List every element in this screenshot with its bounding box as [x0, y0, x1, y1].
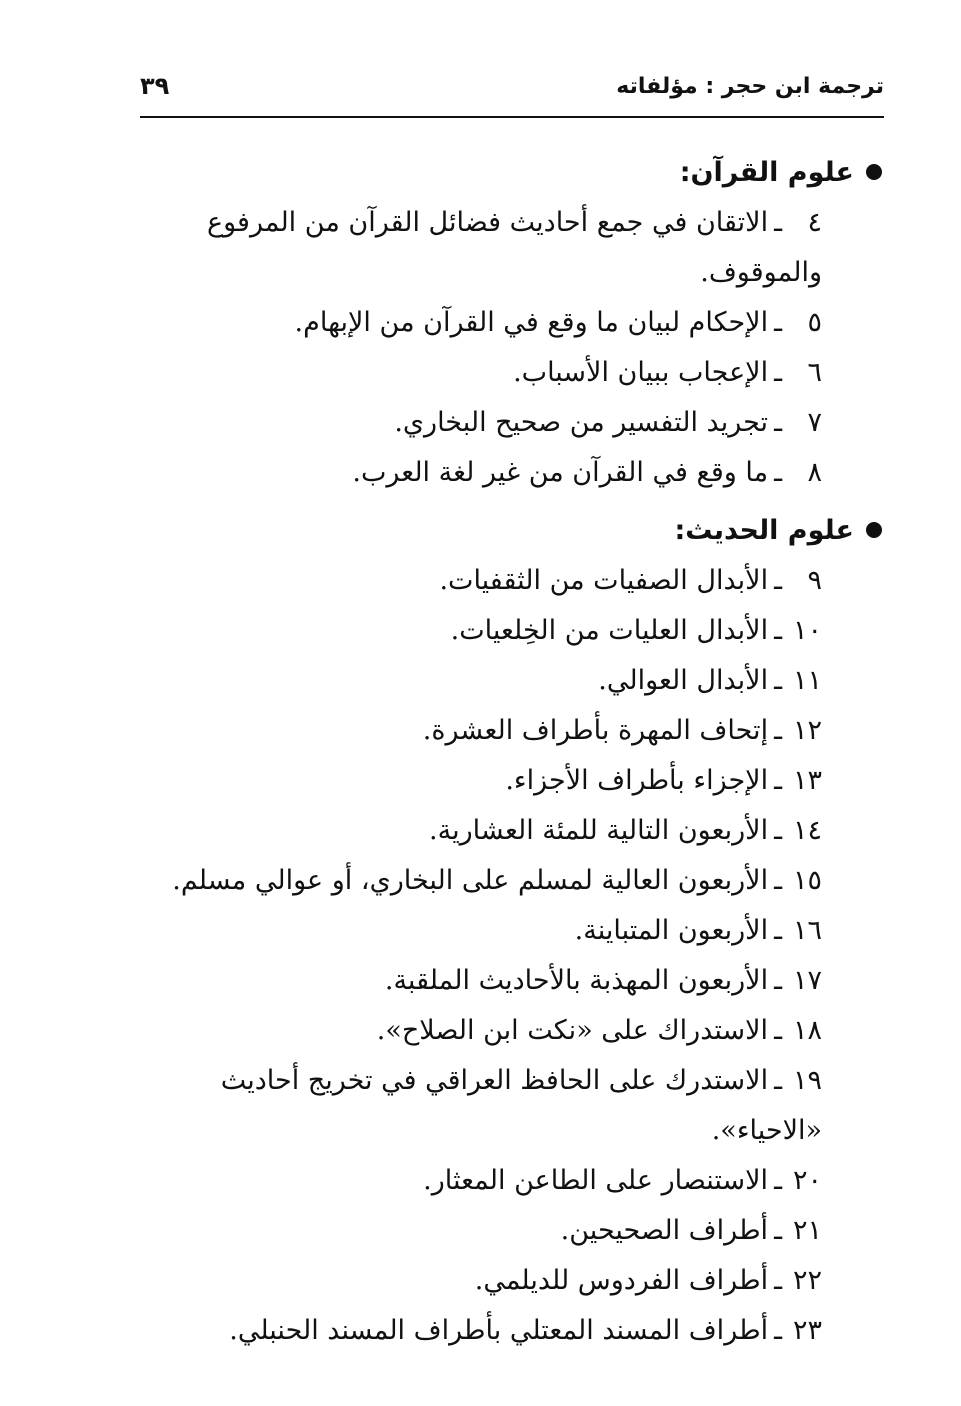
page-header [140, 66, 884, 118]
section-quran-sciences [130, 150, 882, 498]
item-number: ١٥ [792, 865, 822, 896]
item-text: ما وقع في القرآن من غير لغة العرب. [352, 457, 769, 488]
list-item: ١٠ـالأبدال العليات من الخِلعيات. [130, 606, 882, 656]
list-item: ١٦ـالأربعون المتباينة. [130, 906, 882, 956]
item-number: ٢١ [792, 1215, 822, 1246]
item-number: ٤ [807, 207, 822, 238]
item-number: ١٤ [792, 815, 822, 846]
page-number: ٣٩ [140, 72, 170, 100]
item-text: الأربعون المتباينة. [574, 915, 769, 946]
item-text: الإعجاب ببيان الأسباب. [513, 357, 769, 388]
list-item: ٤ـالاتقان في جمع أحاديث فضائل القرآن من المرفوع والموقوف. [130, 198, 882, 298]
list-item: ١٤ـالأربعون التالية للمئة العشارية. [130, 806, 882, 856]
item-text: الإحكام لبيان ما وقع في القرآن من الإبهام. [294, 307, 769, 338]
page-body [130, 150, 882, 1356]
item-number: ٢٣ [792, 1315, 822, 1346]
item-number: ٦ [807, 357, 822, 388]
list-item: ٢٠ـالاستنصار على الطاعن المعثار. [130, 1156, 882, 1206]
list-item: ١١ـالأبدال العوالي. [130, 656, 882, 706]
item-number: ٥ [807, 307, 822, 338]
item-number: ٢٠ [792, 1165, 822, 1196]
item-number: ٢٢ [792, 1265, 822, 1296]
item-text: الأربعون العالية لمسلم على البخاري، أو عوالي مسلم. [172, 865, 769, 896]
item-text: الإجزاء بأطراف الأجزاء. [505, 765, 769, 796]
item-number: ١٣ [792, 765, 822, 796]
list-item: ١٨ـالاستدراك على «نكت ابن الصلاح». [130, 1006, 882, 1056]
item-number: ١٦ [792, 915, 822, 946]
list-item: ١٩ـالاستدرك على الحافظ العراقي في تخريج أحاديث «الاحياء». [130, 1056, 882, 1156]
list-item: ١٢ـإتحاف المهرة بأطراف العشرة. [130, 706, 882, 756]
item-number: ٧ [807, 407, 822, 438]
item-text: الاستدرك على الحافظ العراقي في تخريج أحاديث «الاحياء». [220, 1065, 822, 1146]
item-number: ٨ [807, 457, 822, 488]
item-number: ١٠ [792, 615, 822, 646]
book-list [130, 198, 882, 498]
item-text: أطراف المسند المعتلي بأطراف المسند الحنبلي. [229, 1315, 769, 1346]
list-item: ٢١ـأطراف الصحيحين. [130, 1206, 882, 1256]
item-number: ١٩ [792, 1065, 822, 1096]
section-heading [130, 150, 882, 194]
list-item: ١٥ـالأربعون العالية لمسلم على البخاري، أو عوالي مسلم. [130, 856, 882, 906]
item-text: الأربعون المهذبة بالأحاديث الملقبة. [384, 965, 769, 996]
section-heading-text: علوم القرآن: [679, 156, 854, 188]
section-heading-text: علوم الحديث: [674, 514, 854, 546]
item-text: الأبدال العليات من الخِلعيات. [450, 615, 769, 646]
running-title: ترجمة ابن حجر : مؤلفاته [616, 74, 884, 99]
item-number: ١٢ [792, 715, 822, 746]
section-heading [130, 508, 882, 552]
item-text: تجريد التفسير من صحيح البخاري. [394, 407, 769, 438]
list-item: ٥ـالإحكام لبيان ما وقع في القرآن من الإبهام. [130, 298, 882, 348]
item-text: الاتقان في جمع أحاديث فضائل القرآن من المرفوع والموقوف. [206, 207, 822, 288]
list-item: ١٧ـالأربعون المهذبة بالأحاديث الملقبة. [130, 956, 882, 1006]
item-text: الأبدال العوالي. [598, 665, 769, 696]
list-item: ٩ـالأبدال الصفيات من الثقفيات. [130, 556, 882, 606]
item-number: ١١ [792, 665, 822, 696]
item-text: الأبدال الصفيات من الثقفيات. [439, 565, 769, 596]
item-number: ١٧ [792, 965, 822, 996]
item-number: ١٨ [792, 1015, 822, 1046]
item-number: ٩ [807, 565, 822, 596]
item-text: الأربعون التالية للمئة العشارية. [429, 815, 769, 846]
list-item: ١٣ـالإجزاء بأطراف الأجزاء. [130, 756, 882, 806]
book-list [130, 556, 882, 1356]
list-item: ٧ـتجريد التفسير من صحيح البخاري. [130, 398, 882, 448]
item-text: الاستنصار على الطاعن المعثار. [423, 1165, 769, 1196]
list-item: ٢٣ـأطراف المسند المعتلي بأطراف المسند الحنبلي. [130, 1306, 882, 1356]
header-divider [140, 116, 884, 118]
bullet-icon [866, 522, 882, 538]
list-item: ٨ـما وقع في القرآن من غير لغة العرب. [130, 448, 882, 498]
list-item: ٢٢ـأطراف الفردوس للديلمي. [130, 1256, 882, 1306]
item-text: إتحاف المهرة بأطراف العشرة. [422, 715, 769, 746]
item-text: أطراف الصحيحين. [560, 1215, 769, 1246]
list-item: ٦ـالإعجاب ببيان الأسباب. [130, 348, 882, 398]
section-hadith-sciences [130, 508, 882, 1356]
item-text: الاستدراك على «نكت ابن الصلاح». [376, 1015, 769, 1046]
bullet-icon [866, 164, 882, 180]
item-text: أطراف الفردوس للديلمي. [474, 1265, 769, 1296]
